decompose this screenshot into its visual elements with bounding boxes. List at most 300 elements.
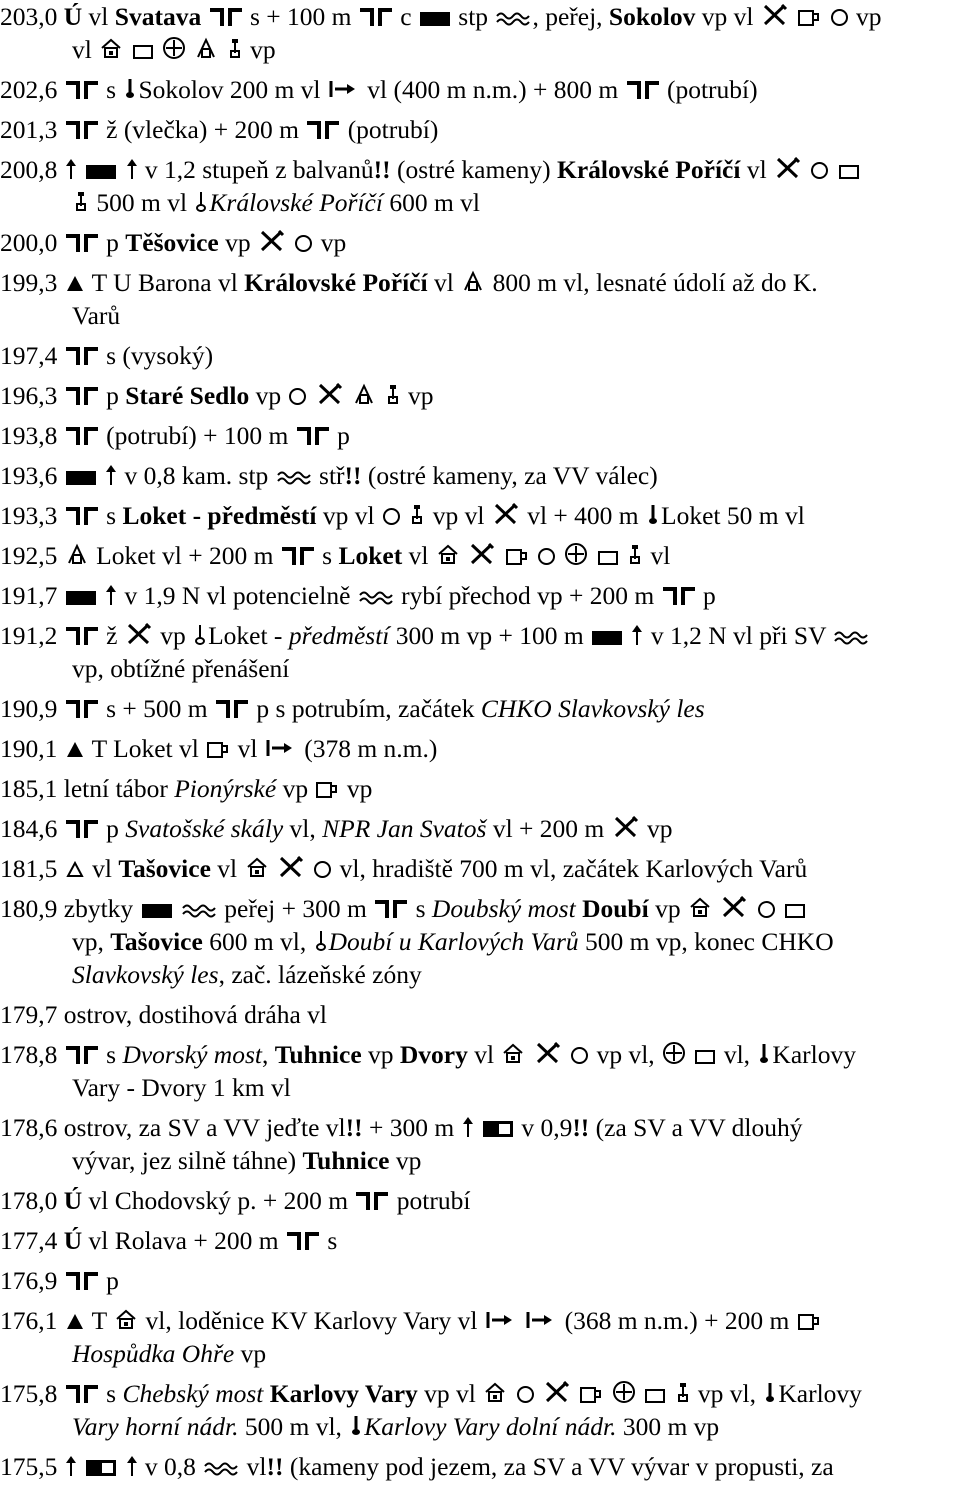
- boat-icon: [526, 1305, 556, 1325]
- entry-text: c: [393, 2, 418, 31]
- entry-line: [0, 0, 960, 33]
- entry-text: vl + 200 m: [486, 814, 611, 843]
- bridge-icon: [307, 121, 339, 139]
- weir-icon: [66, 591, 96, 605]
- entry-text: [377, 381, 383, 410]
- entry-text: s: [99, 1040, 123, 1069]
- up-arrow-icon: [66, 1456, 76, 1476]
- entry-text: 202,6: [0, 75, 64, 104]
- entry-text: p: [99, 381, 126, 410]
- train-station-icon: [124, 74, 136, 96]
- shop-icon: [207, 733, 229, 751]
- guide-entry: [0, 579, 960, 612]
- entry-text: T: [85, 1306, 114, 1335]
- entry-text: [219, 35, 225, 64]
- entry-text: vp: [249, 381, 288, 410]
- entry-text: [749, 894, 755, 923]
- train-station-icon: [647, 500, 659, 522]
- entry-text: s: [99, 501, 123, 530]
- circle-icon: [571, 1047, 588, 1064]
- entry-text: [287, 228, 293, 257]
- bridge-icon: [66, 387, 98, 405]
- entry-line: [0, 772, 960, 805]
- entry-text: vp: [234, 1339, 267, 1368]
- guide-entry: [0, 892, 960, 991]
- place-name-italic: Pionýrské: [174, 774, 277, 803]
- place-name-bold: Ú: [63, 1226, 83, 1255]
- bridge-icon: [66, 427, 98, 445]
- entry-text: (ostré kameny): [390, 155, 558, 184]
- entry-text: ž: [99, 621, 124, 650]
- place-name-bold: Tuhnice: [274, 1040, 362, 1069]
- entry-continuation-line: [0, 652, 960, 685]
- place-name-italic: Vary horní nádr.: [72, 1412, 239, 1441]
- entry-line: [0, 153, 960, 186]
- place-name-bold: Loket: [338, 541, 403, 570]
- entry-text: 178,8: [0, 1040, 64, 1069]
- entry-text: [526, 1040, 532, 1069]
- entry-line: [0, 1111, 960, 1144]
- entry-line: [0, 1377, 960, 1410]
- entry-text: [78, 155, 84, 184]
- entry-text: 181,5: [0, 854, 64, 883]
- entry-text: vl, hradiště 700 m vl, začátek Karlových Varů: [333, 854, 808, 883]
- entry-text: rybí přechod vp + 200 m: [394, 581, 661, 610]
- guide-entry: [0, 1264, 960, 1297]
- entry-text: 500 m vp, konec CHKO: [578, 927, 834, 956]
- entry-text: vp vl: [316, 501, 381, 530]
- entry-line: [0, 998, 960, 1031]
- entry-text: s: [99, 1379, 123, 1408]
- entry-line: [0, 892, 960, 925]
- rapids-waves-icon: [277, 460, 311, 476]
- entry-line: [0, 579, 960, 612]
- bridge-icon: [66, 1385, 98, 1403]
- entry-line: [0, 266, 960, 299]
- place-name-bold: Ú: [63, 1186, 83, 1215]
- entry-text: 190,1: [0, 734, 64, 763]
- post-office-icon: [133, 45, 153, 59]
- entry-text: [624, 621, 630, 650]
- guide-entry: [0, 998, 960, 1031]
- entry-text: 300 m vp + 100 m: [389, 621, 591, 650]
- restaurant-icon: [613, 813, 639, 835]
- entry-text: vp: [276, 774, 315, 803]
- place-name-italic: Svatošské skály: [125, 814, 284, 843]
- restaurant-icon: [317, 380, 343, 402]
- accommodation-icon: [437, 540, 459, 562]
- shop-icon: [316, 773, 338, 791]
- restaurant-icon: [535, 1039, 561, 1061]
- place-name-bold: !!: [266, 1452, 284, 1481]
- weir-icon: [420, 12, 450, 26]
- entry-text: vp: [640, 814, 673, 843]
- entry-text: vl Chodovský p. + 200 m: [82, 1186, 355, 1215]
- entry-text: Loket -: [208, 621, 289, 650]
- boat-icon: [329, 74, 359, 94]
- entry-text: [98, 461, 104, 490]
- entry-text: [118, 1452, 124, 1481]
- entry-text: Sokolov 200 m vl: [138, 75, 327, 104]
- train-stop-icon: [194, 620, 206, 642]
- entry-text: 190,9: [0, 694, 64, 723]
- entry-text: (378 m n.m.): [297, 734, 438, 763]
- entry-text: , zač. lázeňské zóny: [218, 960, 422, 989]
- entry-line: [0, 339, 960, 372]
- bridge-icon: [66, 234, 98, 252]
- circle-icon: [289, 388, 306, 405]
- boat-icon: [266, 733, 296, 753]
- entry-text: [475, 1113, 481, 1142]
- weir-gap-icon: [483, 1121, 513, 1137]
- telephone-icon: [74, 187, 88, 209]
- place-name-bold: Těšovice: [125, 228, 219, 257]
- post-office-icon: [598, 551, 618, 565]
- entry-line: [0, 1264, 960, 1297]
- place-name-italic: Doubský most: [431, 894, 576, 923]
- bridge-icon: [66, 1272, 98, 1290]
- entry-text: [620, 541, 626, 570]
- entry-line: [0, 812, 960, 845]
- entry-text: [118, 155, 124, 184]
- entry-text: [637, 1379, 643, 1408]
- entry-line: [0, 1038, 960, 1071]
- bridge-icon: [360, 8, 392, 26]
- entry-text: vp, obtížné přenášení: [72, 654, 290, 683]
- rapids-waves-icon: [182, 893, 216, 909]
- bridge-icon: [663, 587, 695, 605]
- restaurant-icon: [721, 893, 747, 915]
- entry-text: vl + 400 m: [520, 501, 645, 530]
- place-name-italic: Karlovy Vary dolní nádr.: [364, 1412, 617, 1441]
- entry-text: [306, 854, 312, 883]
- entry-text: [187, 35, 193, 64]
- entry-text: p: [99, 814, 126, 843]
- entry-text: v 0,9: [514, 1113, 573, 1142]
- entry-line: [0, 499, 960, 532]
- train-station-icon: [758, 1039, 770, 1061]
- entry-text: s: [409, 894, 432, 923]
- place-name-bold: Karlovy Vary: [269, 1379, 418, 1408]
- entry-text: [777, 894, 783, 923]
- camp-tent-icon: [66, 1305, 84, 1323]
- telephone-icon: [410, 500, 424, 522]
- entry-text: p: [99, 1266, 119, 1295]
- bridge-icon: [66, 507, 98, 525]
- entry-line: [0, 1224, 960, 1257]
- entry-text: 184,6: [0, 814, 64, 843]
- place-name-bold: Loket - předměstí: [122, 501, 317, 530]
- bridge-icon: [356, 1192, 388, 1210]
- entry-text: [563, 1040, 569, 1069]
- entry-line: [0, 852, 960, 885]
- entry-text: Vary - Dvory 1 km vl: [72, 1073, 291, 1102]
- entry-text: vp: [389, 1146, 422, 1175]
- circle-icon: [295, 235, 312, 252]
- entry-continuation-line: [0, 1410, 960, 1443]
- guide-entry: [0, 1304, 960, 1370]
- entry-text: [667, 1379, 673, 1408]
- entry-text: s + 100 m: [243, 2, 358, 31]
- entry-line: [0, 1184, 960, 1217]
- circle-icon: [314, 861, 331, 878]
- guide-entry: [0, 619, 960, 685]
- entry-text: 178,0: [0, 1186, 64, 1215]
- post-office-icon: [695, 1050, 715, 1064]
- up-arrow-icon: [463, 1117, 473, 1137]
- entry-text: (potrubí): [341, 115, 439, 144]
- rapids-waves-icon: [359, 580, 393, 596]
- telephone-icon: [628, 540, 642, 562]
- entry-text: vl: [740, 155, 774, 184]
- guide-entry: [0, 852, 960, 885]
- entry-text: 178,6 ostrov, za SV a VV jeďte vl: [0, 1113, 346, 1142]
- entry-text: s: [99, 75, 123, 104]
- guide-entry: [0, 0, 960, 66]
- entry-text: 185,1 letní tábor: [0, 774, 175, 803]
- entry-line: [0, 226, 960, 259]
- restaurant-icon: [544, 1378, 570, 1400]
- entry-text: vp: [153, 621, 193, 650]
- place-name-italic: Doubí u Karlových Varů: [328, 927, 579, 956]
- entry-text: vl: [72, 35, 99, 64]
- entry-text: [830, 155, 836, 184]
- entry-line: [0, 619, 960, 652]
- entry-text: [155, 35, 161, 64]
- weir-gap-icon: [86, 1460, 116, 1476]
- restaurant-icon: [493, 500, 519, 522]
- entry-line: [0, 379, 960, 412]
- rapids-waves-icon: [204, 1451, 238, 1467]
- guide-entry: [0, 1111, 960, 1177]
- entry-text: vp: [401, 381, 434, 410]
- entry-text: vl,: [283, 814, 323, 843]
- place-name-bold: !!: [373, 155, 391, 184]
- entry-text: , peřej,: [532, 2, 609, 31]
- entry-text: 193,6: [0, 461, 64, 490]
- entry-text: [557, 541, 563, 570]
- entry-text: v 0,8: [138, 1452, 203, 1481]
- restaurant-icon: [775, 154, 801, 176]
- entry-line: [0, 692, 960, 725]
- entry-text: Loket vl + 200 m: [89, 541, 280, 570]
- place-name-italic: předměstí: [288, 621, 390, 650]
- entry-text: (potrubí): [660, 75, 758, 104]
- telephone-icon: [228, 34, 242, 56]
- entry-text: [713, 894, 719, 923]
- entry-continuation-line: [0, 1144, 960, 1177]
- entry-text: 500 m vl,: [238, 1412, 349, 1441]
- shop-icon: [506, 540, 528, 558]
- entry-text: [270, 854, 276, 883]
- bridge-icon: [66, 121, 98, 139]
- guide-entry: [0, 419, 960, 452]
- entry-line: [0, 1304, 960, 1337]
- place-name-bold: Královské Poříčí: [244, 268, 428, 297]
- weir-icon: [592, 631, 622, 645]
- weir-icon: [66, 471, 96, 485]
- entry-text: vývar, jez silně táhne): [72, 1146, 303, 1175]
- entry-text: 193,3: [0, 501, 64, 530]
- entry-text: vl,: [717, 1040, 757, 1069]
- restaurant-icon: [278, 853, 304, 875]
- entry-continuation-line: [0, 1337, 960, 1370]
- campsite-icon: [195, 34, 217, 56]
- entry-text: 300 m vp: [616, 1412, 720, 1441]
- entry-continuation-line: [0, 33, 960, 66]
- campsite-icon: [353, 380, 375, 402]
- entry-text: p: [696, 581, 716, 610]
- entry-text: vl: [402, 541, 435, 570]
- entry-text: p: [330, 421, 350, 450]
- shop-icon: [798, 1305, 820, 1323]
- telephone-icon: [676, 1378, 690, 1400]
- entry-continuation-line: [0, 1071, 960, 1104]
- guide-entry: [0, 379, 960, 412]
- entry-text: 175,8: [0, 1379, 64, 1408]
- place-name-bold: Dvory: [399, 1040, 468, 1069]
- place-name-bold: !!: [345, 1113, 363, 1142]
- boat-icon: [486, 1305, 516, 1325]
- place-name-bold: Staré Sedlo: [125, 381, 250, 410]
- entry-text: [461, 541, 467, 570]
- circle-icon: [517, 1386, 534, 1403]
- entry-text: v 1,2 N vl při SV: [644, 621, 833, 650]
- entry-text: s: [315, 541, 339, 570]
- entry-text: (ostré kameny, za VV válec): [361, 461, 658, 490]
- first-aid-icon: [565, 543, 587, 565]
- entry-text: vl (400 m n.m.) + 800 m: [360, 75, 625, 104]
- shop-icon: [580, 1378, 602, 1396]
- guide-entry: [0, 1038, 960, 1104]
- bridge-icon: [210, 8, 242, 26]
- entry-text: 191,2: [0, 621, 64, 650]
- entry-text: 175,5: [0, 1452, 64, 1481]
- place-name-italic: Slavkovský les: [72, 960, 219, 989]
- place-name-bold: !!: [344, 461, 362, 490]
- guide-entry: [0, 113, 960, 146]
- entry-text: vl: [644, 541, 671, 570]
- entry-text: vl: [467, 1040, 501, 1069]
- accommodation-icon: [502, 1039, 524, 1061]
- entry-text: [98, 581, 104, 610]
- entry-line: [0, 539, 960, 572]
- entry-text: vp vl: [695, 2, 760, 31]
- restaurant-icon: [126, 620, 152, 642]
- entry-text: 176,1: [0, 1306, 64, 1335]
- restaurant-icon: [469, 540, 495, 562]
- entry-text: vp: [361, 1040, 400, 1069]
- first-aid-icon: [663, 1042, 685, 1064]
- entry-text: vp: [849, 2, 882, 31]
- entry-text: Karlovy: [778, 1379, 862, 1408]
- up-arrow-icon: [127, 1456, 137, 1476]
- camp-tent-icon: [66, 267, 84, 285]
- circle-icon: [538, 548, 555, 565]
- entry-text: Varů: [72, 301, 121, 330]
- post-office-icon: [839, 165, 859, 179]
- entry-text: [508, 1379, 514, 1408]
- entry-text: vp: [340, 774, 373, 803]
- entry-text: 200,0: [0, 228, 64, 257]
- restaurant-icon: [762, 1, 788, 23]
- entry-text: (za SV a VV dlouhý: [589, 1113, 803, 1142]
- place-name-italic: CHKO Slavkovský les: [480, 694, 705, 723]
- rapids-waves-icon: [496, 1, 530, 17]
- entry-text: [124, 35, 130, 64]
- guide-entry: [0, 772, 960, 805]
- entry-continuation-line: [0, 299, 960, 332]
- guide-entry: [0, 266, 960, 332]
- guide-entry: [0, 499, 960, 532]
- telephone-icon: [386, 380, 400, 402]
- camp-tent-icon: [66, 733, 84, 751]
- place-name-italic: NPR Jan Svatoš: [322, 814, 487, 843]
- entry-text: ž (vlečka) + 200 m: [99, 115, 306, 144]
- entry-text: 191,7: [0, 581, 64, 610]
- up-arrow-icon: [632, 625, 642, 645]
- guide-entry: [0, 459, 960, 492]
- entry-text: [803, 155, 809, 184]
- entry-text: 197,4: [0, 341, 64, 370]
- entry-text: 192,5: [0, 541, 64, 570]
- entry-text: T U Barona vl: [85, 268, 245, 297]
- restaurant-icon: [259, 227, 285, 249]
- bridge-icon: [375, 900, 407, 918]
- guide-entry: [0, 1184, 960, 1217]
- first-aid-icon: [613, 1381, 635, 1403]
- place-name-italic: Hospůdka Ohře: [72, 1339, 235, 1368]
- entry-text: 600 m vl,: [202, 927, 313, 956]
- entry-text: (potrubí) + 100 m: [99, 421, 295, 450]
- weir-icon: [86, 165, 116, 179]
- entry-text: 199,3: [0, 268, 64, 297]
- guide-entry: [0, 1377, 960, 1443]
- bridge-icon: [287, 1232, 319, 1250]
- bridge-icon: [66, 700, 98, 718]
- bridge-icon: [627, 81, 659, 99]
- entry-text: [687, 1040, 693, 1069]
- circle-icon: [758, 901, 775, 918]
- entry-text: [78, 1452, 84, 1481]
- entry-text: [201, 2, 207, 31]
- entry-text: vl, loděnice KV Karlovy Vary vl: [139, 1306, 484, 1335]
- entry-text: p: [99, 228, 126, 257]
- entry-text: 180,9 zbytky: [0, 894, 140, 923]
- entry-text: vl: [427, 268, 461, 297]
- guide-entry: [0, 1450, 960, 1483]
- train-station-icon: [764, 1378, 776, 1400]
- entry-text: vp vl,: [590, 1040, 662, 1069]
- entry-text: [536, 1379, 542, 1408]
- accommodation-icon: [689, 893, 711, 915]
- entry-text: [572, 1379, 578, 1408]
- circle-icon: [383, 508, 400, 525]
- entry-text: [308, 381, 314, 410]
- entry-text: [822, 2, 828, 31]
- train-stop-icon: [195, 187, 207, 209]
- entry-continuation-line: [0, 958, 960, 991]
- entry-line: [0, 113, 960, 146]
- circle-icon: [831, 9, 848, 26]
- entry-text: T Loket vl: [85, 734, 206, 763]
- entry-line: [0, 459, 960, 492]
- entry-text: 193,8: [0, 421, 64, 450]
- entry-text: v 1,9 N vl potencielně: [118, 581, 357, 610]
- entry-text: vl: [82, 2, 115, 31]
- entry-line: [0, 73, 960, 106]
- campsite-icon: [462, 267, 484, 289]
